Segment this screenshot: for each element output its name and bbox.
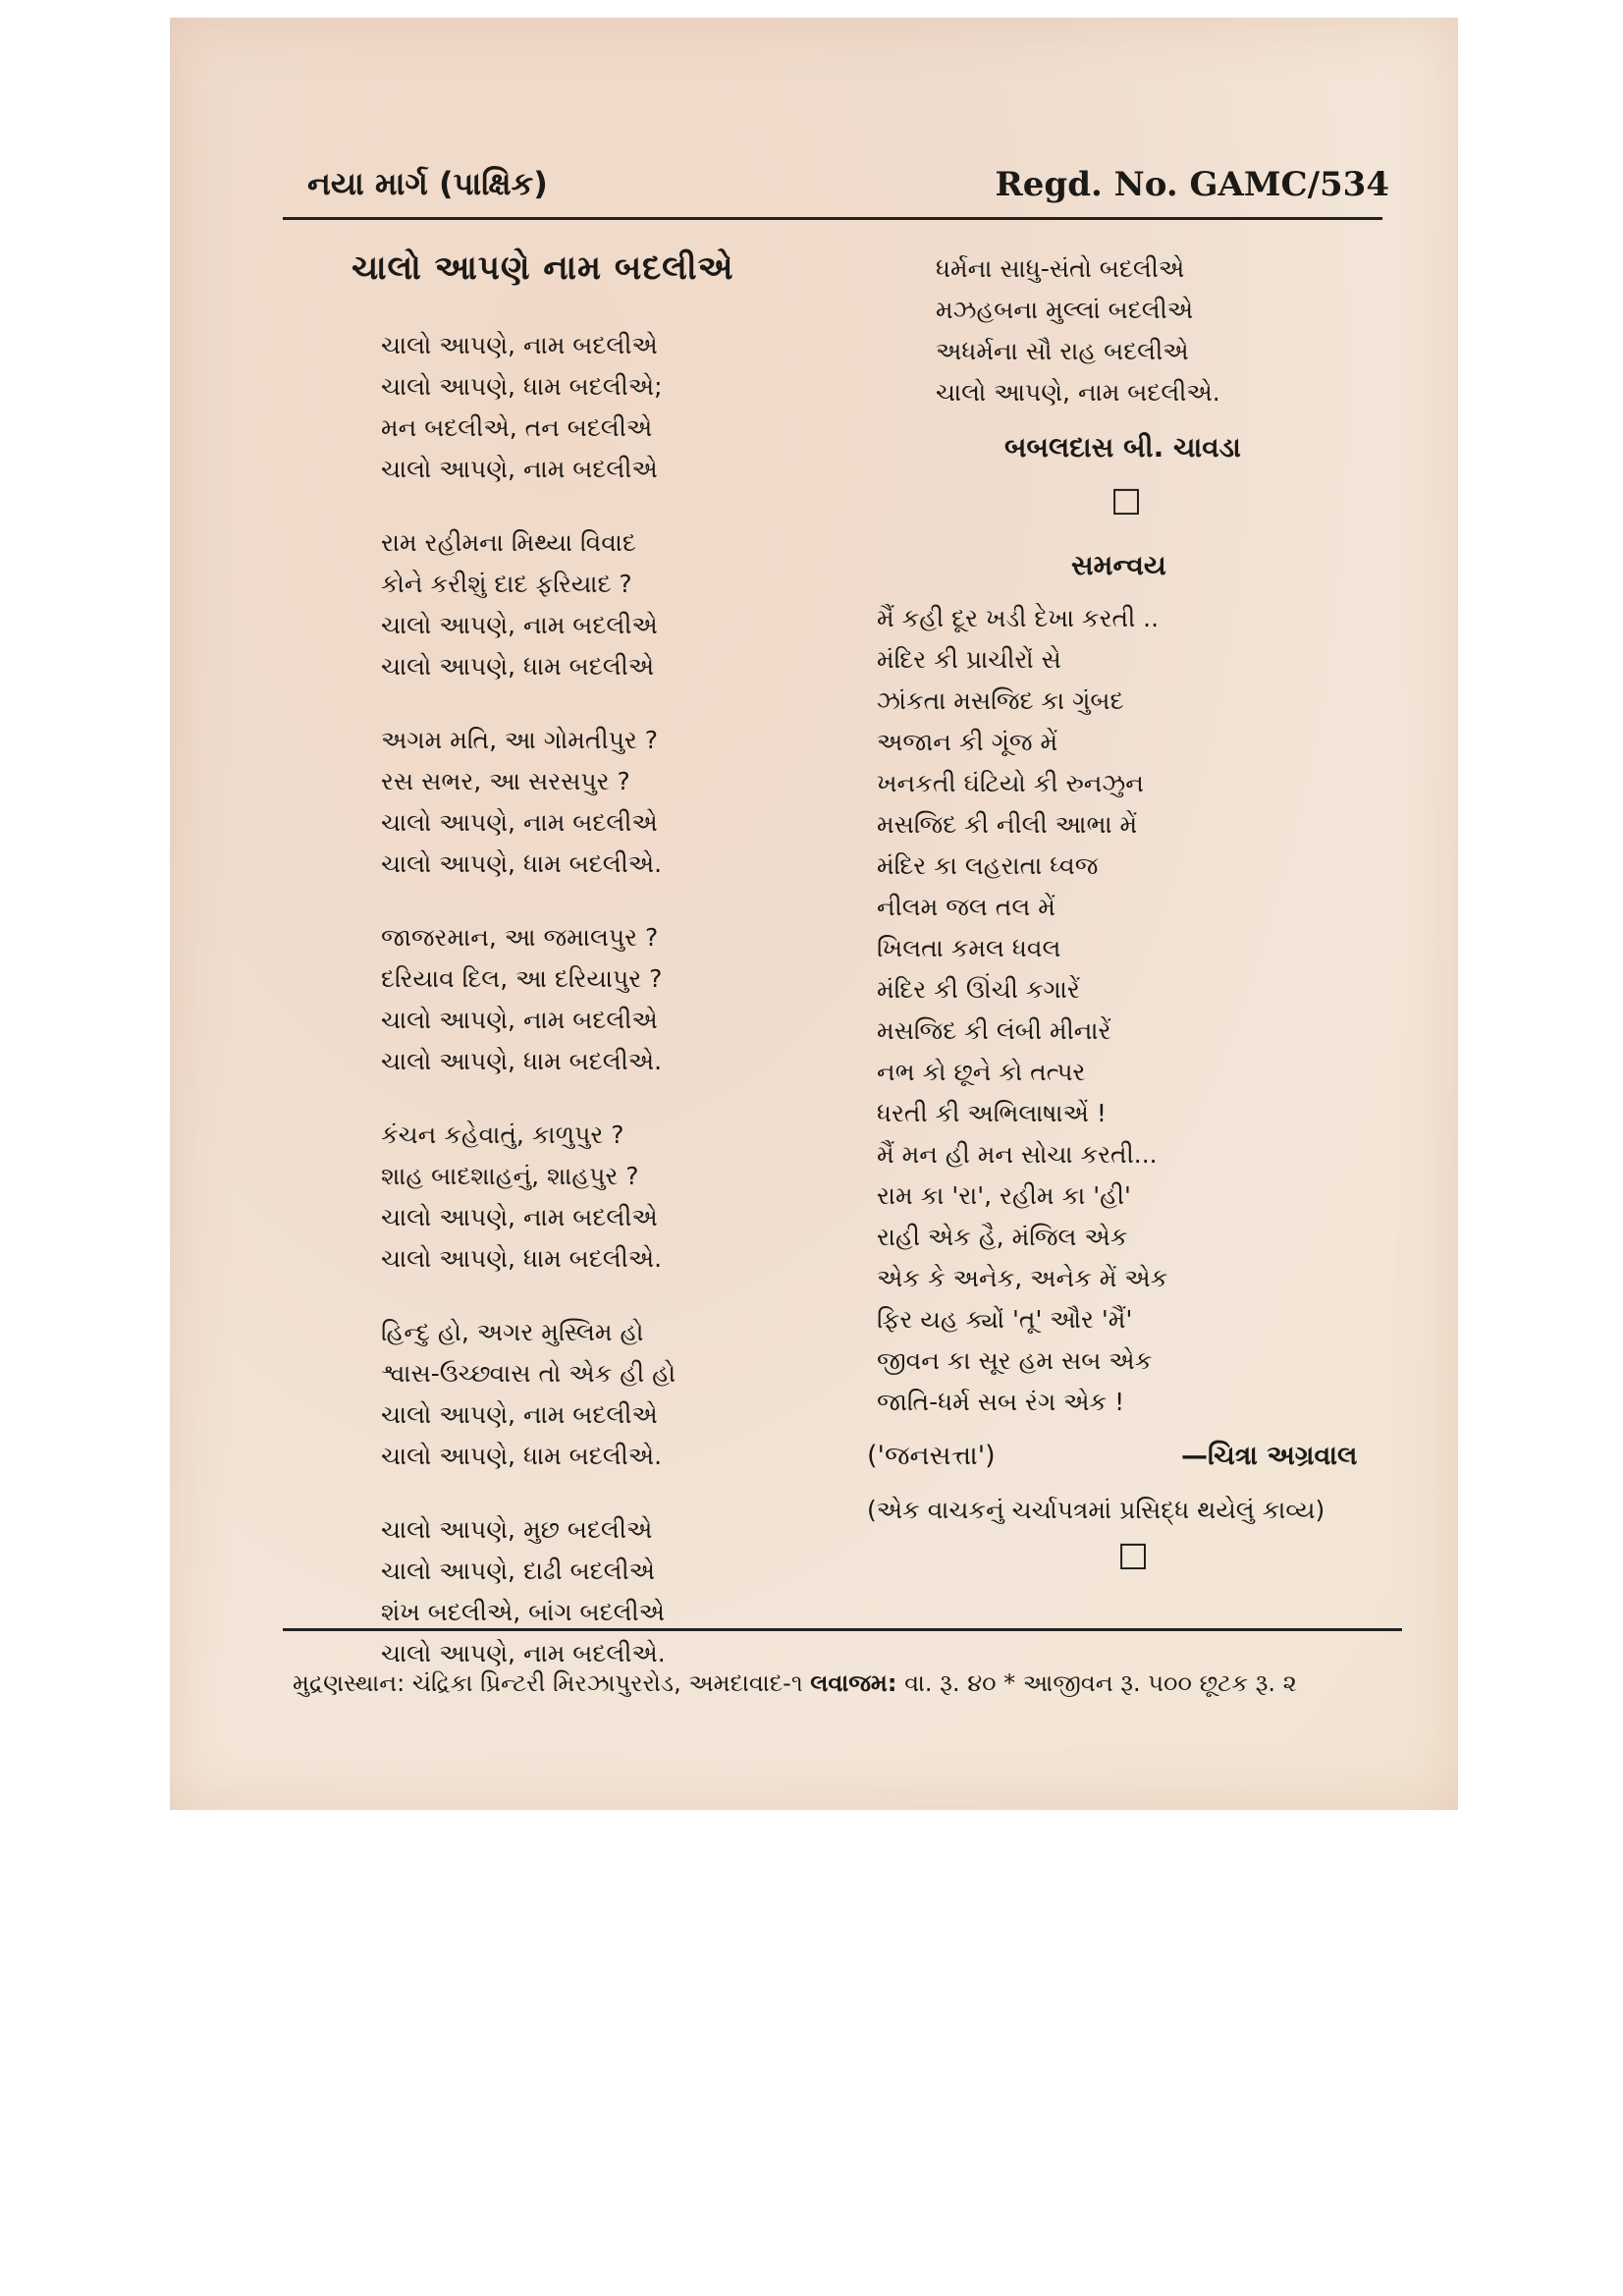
section-separator-icon: ☐ — [1110, 483, 1143, 523]
poem-line: ચાલો આપણે, ધામ બદલીએ — [381, 652, 655, 681]
poem-line: ખિલતા કમલ ધવલ — [877, 934, 1061, 962]
second-poem-lines — [877, 598, 1427, 1423]
poem-title: ચાલો આપણે નામ બદલીએ — [352, 248, 734, 288]
stanza — [381, 917, 901, 1082]
poem-line: નભ કો છૂને કો તત્પર — [877, 1058, 1086, 1086]
poem-line: ઝાંકતા મસજિદ કા ગુંબદ — [877, 686, 1124, 715]
poem-line: રામ રહીમના મિથ્યા વિવાદ — [381, 528, 636, 557]
press-address: મુદ્રણસ્થાન: ચંદ્રિકા પ્રિન્ટરી મિરઝાપુરરોડ, અમદાવાદ-૧ — [293, 1669, 803, 1697]
poem-line: મૈં મન હી મન સોચા કરતી... — [877, 1140, 1158, 1169]
poem-line: ચાલો આપણે, નામ બદલીએ. — [381, 1639, 666, 1667]
attribution-row — [867, 1441, 1427, 1484]
stanza — [381, 522, 901, 687]
poem-line: મઝહબના મુલ્લાં બદલીએ — [936, 296, 1194, 324]
poem-line: કોને કરીશું દાદ ફરિયાદ ? — [381, 570, 632, 598]
end-separator-icon: ☐ — [1117, 1538, 1150, 1578]
poem-source: ('જનસત્તા') — [867, 1441, 996, 1471]
poem-line: મંદિર કી પ્રાચીરોં સે — [877, 645, 1061, 674]
poem-line: જાતિ-ધર્મ સબ રંગ એક ! — [877, 1388, 1125, 1416]
footer-imprint — [293, 1669, 1297, 1697]
poem-line: એક કે અનેક, અનેક મેં એક — [877, 1264, 1168, 1292]
poem-line: મંદિર કી ઊંચી કગારેં — [877, 975, 1080, 1004]
publication-note: (એક વાચકનું ચર્ચાપત્રમાં પ્રસિદ્ધ થયેલું કાવ્ય) — [867, 1496, 1325, 1524]
poem-line: મસજિદ કી નીલી આભા મેં — [877, 810, 1138, 839]
registration-number: Regd. No. GAMC/534 — [995, 165, 1389, 204]
poem-line: રસ સભર, આ સરસપુર ? — [381, 767, 630, 795]
poem-line: ચાલો આપણે, નામ બદલીએ. — [936, 378, 1220, 407]
newspaper-page — [170, 18, 1458, 1810]
poem-line: ચાલો આપણે, ધામ બદલીએ. — [381, 1047, 663, 1075]
poem-line: ચાલો આપણે, નામ બદલીએ — [381, 1006, 658, 1034]
poem-line: ચાલો આપણે, મુછ બદલીએ — [381, 1515, 653, 1544]
publication-name: નયા માર્ગ (પાક્ષિક) — [307, 165, 548, 202]
poem-line: ચાલો આપણે, નામ બદલીએ — [381, 1203, 658, 1231]
poem-line: ચાલો આપણે, ધામ બદલીએ. — [381, 1244, 663, 1273]
poem-line: મૈં કહી દૂર ખડી દેખા કરતી .. — [877, 604, 1160, 632]
poem-line: ચાલો આપણે, નામ બદલીએ — [381, 455, 658, 483]
poem-line: હિન્દુ હો, અગર મુસ્લિમ હો — [381, 1318, 644, 1346]
right-column — [867, 248, 1427, 1578]
poem-line: દરિયાવ દિલ, આ દરિયાપુર ? — [381, 964, 663, 993]
subscription-rates: વા. રૂ. ૪૦ * આજીવન રૂ. ૫૦૦ છૂટક રૂ. ૨ — [904, 1669, 1297, 1697]
poem-line: મંદિર કા લહરાતા ધ્વજ — [877, 851, 1099, 880]
poem-line: રામ કા 'રા', રહીમ કા 'હી' — [877, 1181, 1131, 1210]
poem-line: ફિર યહ ક્યોં 'તૂ' ઔર 'મૈં' — [877, 1305, 1133, 1334]
subscription-label: લવાજમ: — [810, 1669, 897, 1697]
poem-line: ચાલો આપણે, ધામ બદલીએ. — [381, 849, 663, 878]
poem-line: મસજિદ કી લંબી મીનારેં — [877, 1016, 1111, 1045]
poem-line: ધર્મના સાધુ-સંતો બદલીએ — [936, 254, 1185, 283]
poem-line: અગમ મતિ, આ ગોમતીપુર ? — [381, 726, 658, 754]
poem-line: ચાલો આપણે, ધામ બદલીએ; — [381, 372, 663, 401]
poem-line: જાજરમાન, આ જમાલપુર ? — [381, 923, 659, 952]
poem-line: અજાન કી ગૂંજ મેં — [877, 728, 1058, 756]
poem-line: રાહી એક હૈ, મંજિલ એક — [877, 1223, 1128, 1251]
second-poem-author: —ચિત્રા અગ્રવાલ — [1181, 1441, 1358, 1471]
stanza — [381, 720, 901, 885]
poem-line: ચાલો આપણે, નામ બદલીએ — [381, 1400, 658, 1429]
footer-rule — [283, 1628, 1402, 1631]
poem-line: શાહ બાદશાહનું, શાહપુર ? — [381, 1162, 639, 1190]
poem-line: શંખ બદલીએ, બાંગ બદલીએ — [381, 1598, 666, 1626]
poem-line: ખનકતી ઘંટિયો કી રુનઝુન — [877, 769, 1144, 797]
stanza — [381, 1312, 901, 1477]
stanza — [381, 1509, 901, 1674]
poem-line: ચાલો આપણે, નામ બદલીએ — [381, 611, 658, 639]
poem-continuation — [936, 248, 1427, 413]
left-column — [352, 248, 901, 1707]
poem-line: નીલમ જલ તલ મેં — [877, 893, 1055, 921]
poem-line: કંચન કહેવાતું, કાળુપુર ? — [381, 1121, 624, 1149]
poem-line: જીવન કા સૂર હમ સબ એક — [877, 1346, 1153, 1375]
poem-line: ચાલો આપણે, નામ બદલીએ — [381, 331, 658, 359]
poem-author: બબલદાસ બી. ચાવડા — [1004, 431, 1241, 464]
poem-line: ધરતી કી અભિલાષાએં ! — [877, 1099, 1107, 1127]
poem-stanzas — [352, 325, 901, 1674]
poem-line: ચાલો આપણે, ધામ બદલીએ. — [381, 1442, 663, 1470]
stanza — [381, 1115, 901, 1280]
header-rule — [283, 217, 1382, 220]
stanza — [381, 325, 901, 490]
poem-line: અધર્મના સૌ રાહ બદલીએ — [936, 337, 1189, 365]
poem-line: શ્વાસ-ઉચ્છ્વાસ તો એક હી હો — [381, 1359, 676, 1388]
poem-line: ચાલો આપણે, નામ બદલીએ — [381, 808, 658, 837]
poem-line: મન બદલીએ, તન બદલીએ — [381, 413, 653, 442]
second-poem-title: સમન્વય — [1071, 549, 1166, 581]
poem-line: ચાલો આપણે, દાઢી બદલીએ — [381, 1557, 656, 1585]
